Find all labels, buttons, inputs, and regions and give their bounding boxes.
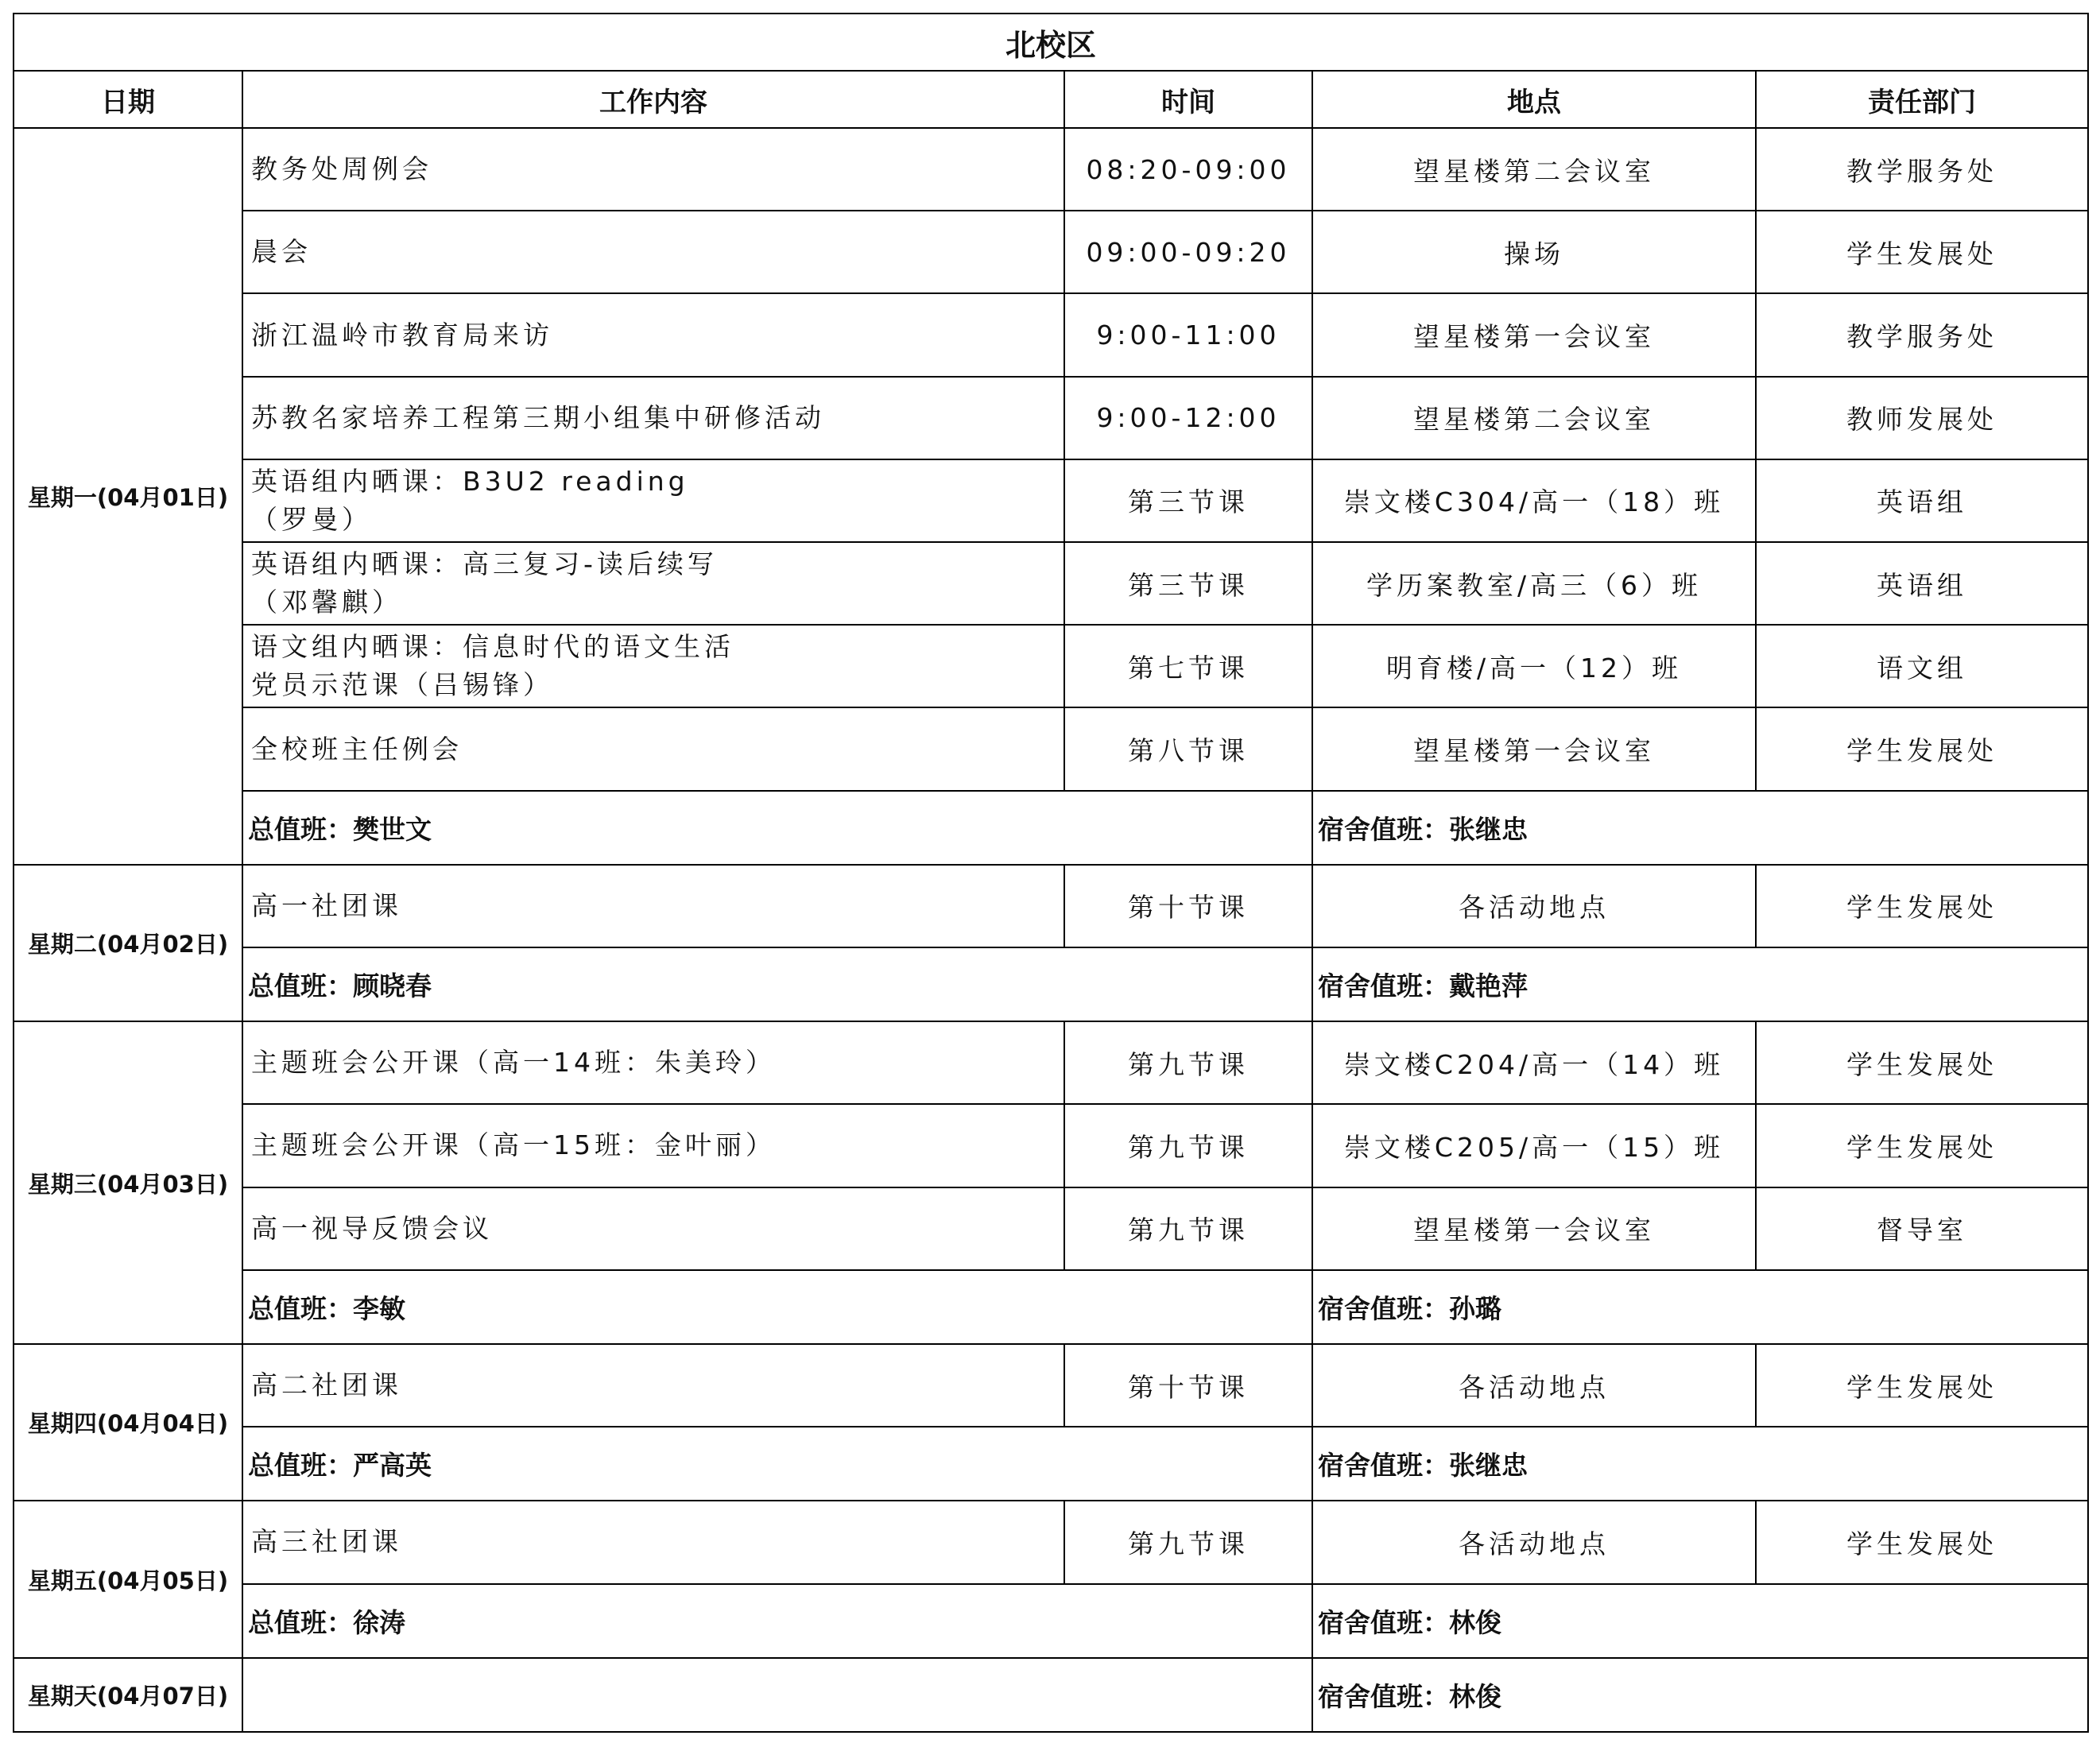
event-time-cell: 第九节课: [1064, 1021, 1312, 1104]
event-time-cell: 第九节课: [1064, 1104, 1312, 1187]
event-content-line: 浙江温岭市教育局来访: [251, 319, 553, 351]
event-content-cell: [242, 1187, 1064, 1270]
general-duty-cell: 总值班：严高英: [242, 1427, 1312, 1501]
event-content-line: 高二社团课: [251, 1369, 402, 1401]
day-date-cell: 星期二(04月02日): [14, 865, 242, 1021]
event-content-line: 语文组内晒课：信息时代的语文生活: [251, 631, 734, 663]
event-time-cell: 08:20-09:00: [1064, 128, 1312, 211]
event-place-cell: 望星楼第一会议室: [1312, 1187, 1756, 1270]
dorm-duty-cell: 宿舍值班：张继忠: [1312, 791, 2088, 865]
event-place-cell: 操场: [1312, 211, 1756, 293]
event-dept-cell: 教师发展处: [1756, 377, 2088, 459]
event-time-cell: 9:00-12:00: [1064, 377, 1312, 459]
general-duty-cell: 总值班：徐涛: [242, 1584, 1312, 1658]
event-time-cell: 第十节课: [1064, 1344, 1312, 1427]
event-content-line: 党员示范课（吕锡锋）: [251, 669, 553, 701]
table-row: [14, 1104, 2088, 1187]
event-content-cell: [242, 1501, 1064, 1583]
duty-row: [14, 791, 2088, 865]
day-date-cell: 星期四(04月04日): [14, 1344, 242, 1501]
table-row: [14, 625, 2088, 707]
day-date-cell: 星期三(04月03日): [14, 1021, 242, 1344]
event-content-line: 高一社团课: [251, 889, 402, 921]
table-row: [14, 1344, 2088, 1427]
table-row: [14, 707, 2088, 790]
header-content: 工作内容: [242, 71, 1064, 128]
event-dept-cell: 学生发展处: [1756, 1104, 2088, 1187]
day-date-cell: 星期一(04月01日): [14, 128, 242, 865]
duty-row: [14, 947, 2088, 1021]
event-dept-cell: 教学服务处: [1756, 293, 2088, 376]
event-time-cell: 第三节课: [1064, 542, 1312, 625]
event-time-cell: 第九节课: [1064, 1187, 1312, 1270]
event-content-line: 苏教名家培养工程第三期小组集中研修活动: [251, 401, 825, 433]
header-place: 地点: [1312, 71, 1756, 128]
table-row: [14, 128, 2088, 211]
event-content-line: 高三社团课: [251, 1526, 402, 1558]
event-content-cell: [242, 377, 1064, 459]
event-place-cell: 崇文楼C205/高一（15）班: [1312, 1104, 1756, 1187]
event-content-cell: [242, 707, 1064, 790]
event-place-cell: 望星楼第一会议室: [1312, 707, 1756, 790]
event-content-cell: [242, 1344, 1064, 1427]
table-row: [14, 293, 2088, 376]
dorm-duty-cell: 宿舍值班：张继忠: [1312, 1427, 2088, 1501]
event-content-line: 主题班会公开课（高一14班：朱美玲）: [251, 1047, 776, 1079]
duty-row: [14, 1427, 2088, 1501]
event-dept-cell: 学生发展处: [1756, 707, 2088, 790]
event-dept-cell: 学生发展处: [1756, 211, 2088, 293]
day-date-cell: 星期天(04月07日): [14, 1658, 242, 1732]
duty-row: [14, 1584, 2088, 1658]
event-dept-cell: 语文组: [1756, 625, 2088, 707]
event-place-cell: 学历案教室/高三（6）班: [1312, 542, 1756, 625]
event-place-cell: 明育楼/高一（12）班: [1312, 625, 1756, 707]
event-place-cell: 各活动地点: [1312, 1344, 1756, 1427]
header-date: 日期: [14, 71, 242, 128]
table-row: [14, 1501, 2088, 1583]
event-dept-cell: 学生发展处: [1756, 1344, 2088, 1427]
event-place-cell: 望星楼第一会议室: [1312, 293, 1756, 376]
header-time: 时间: [1064, 71, 1312, 128]
event-content-line: 教务处周例会: [251, 153, 432, 185]
schedule-body: [14, 128, 2088, 1732]
event-content-cell: [242, 293, 1064, 376]
duty-row: [14, 1658, 2088, 1732]
event-dept-cell: 英语组: [1756, 459, 2088, 542]
event-dept-cell: 学生发展处: [1756, 865, 2088, 947]
event-content-line: （邓馨麒）: [251, 587, 402, 618]
event-time-cell: 第七节课: [1064, 625, 1312, 707]
event-time-cell: 第十节课: [1064, 865, 1312, 947]
event-time-cell: 第八节课: [1064, 707, 1312, 790]
general-duty-cell: 总值班：樊世文: [242, 791, 1312, 865]
event-dept-cell: 学生发展处: [1756, 1501, 2088, 1583]
schedule-table: [13, 13, 2089, 1733]
event-content-cell: [242, 459, 1064, 542]
table-row: [14, 459, 2088, 542]
event-place-cell: 各活动地点: [1312, 1501, 1756, 1583]
table-row: [14, 1187, 2088, 1270]
general-duty-cell: 总值班：李敏: [242, 1270, 1312, 1344]
dorm-duty-cell: 宿舍值班：林俊: [1312, 1584, 2088, 1658]
event-content-cell: [242, 625, 1064, 707]
event-time-cell: 09:00-09:20: [1064, 211, 1312, 293]
table-row: [14, 1021, 2088, 1104]
event-content-line: 全校班主任例会: [251, 733, 463, 765]
event-dept-cell: 学生发展处: [1756, 1021, 2088, 1104]
table-title: 北校区: [14, 14, 2088, 71]
event-place-cell: 崇文楼C204/高一（14）班: [1312, 1021, 1756, 1104]
dorm-duty-cell: 宿舍值班：林俊: [1312, 1658, 2088, 1732]
event-place-cell: 各活动地点: [1312, 865, 1756, 947]
event-content-line: 英语组内晒课：高三复习-读后续写: [251, 548, 718, 580]
general-duty-cell: [242, 1658, 1312, 1732]
event-content-cell: [242, 865, 1064, 947]
general-duty-cell: 总值班：顾晓春: [242, 947, 1312, 1021]
event-content-cell: [242, 211, 1064, 293]
duty-row: [14, 1270, 2088, 1344]
event-time-cell: 第九节课: [1064, 1501, 1312, 1583]
table-row: [14, 865, 2088, 947]
table-row: [14, 211, 2088, 293]
event-place-cell: 望星楼第二会议室: [1312, 128, 1756, 211]
dorm-duty-cell: 宿舍值班：孙璐: [1312, 1270, 2088, 1344]
event-place-cell: 崇文楼C304/高一（18）班: [1312, 459, 1756, 542]
event-dept-cell: 英语组: [1756, 542, 2088, 625]
event-content-cell: [242, 542, 1064, 625]
event-content-cell: [242, 1104, 1064, 1187]
event-content-line: 高一视导反馈会议: [251, 1212, 493, 1244]
header-dept: 责任部门: [1756, 71, 2088, 128]
event-content-line: 英语组内晒课：B3U2 reading: [251, 465, 689, 497]
event-content-cell: [242, 1021, 1064, 1104]
event-content-line: 晨会: [251, 236, 312, 268]
table-row: [14, 542, 2088, 625]
event-content-line: （罗曼）: [251, 503, 372, 535]
event-time-cell: 第三节课: [1064, 459, 1312, 542]
table-row: [14, 377, 2088, 459]
dorm-duty-cell: 宿舍值班：戴艳萍: [1312, 947, 2088, 1021]
event-content-line: 主题班会公开课（高一15班：金叶丽）: [251, 1129, 776, 1161]
event-time-cell: 9:00-11:00: [1064, 293, 1312, 376]
event-content-cell: [242, 128, 1064, 211]
event-dept-cell: 教学服务处: [1756, 128, 2088, 211]
event-place-cell: 望星楼第二会议室: [1312, 377, 1756, 459]
event-dept-cell: 督导室: [1756, 1187, 2088, 1270]
day-date-cell: 星期五(04月05日): [14, 1501, 242, 1657]
